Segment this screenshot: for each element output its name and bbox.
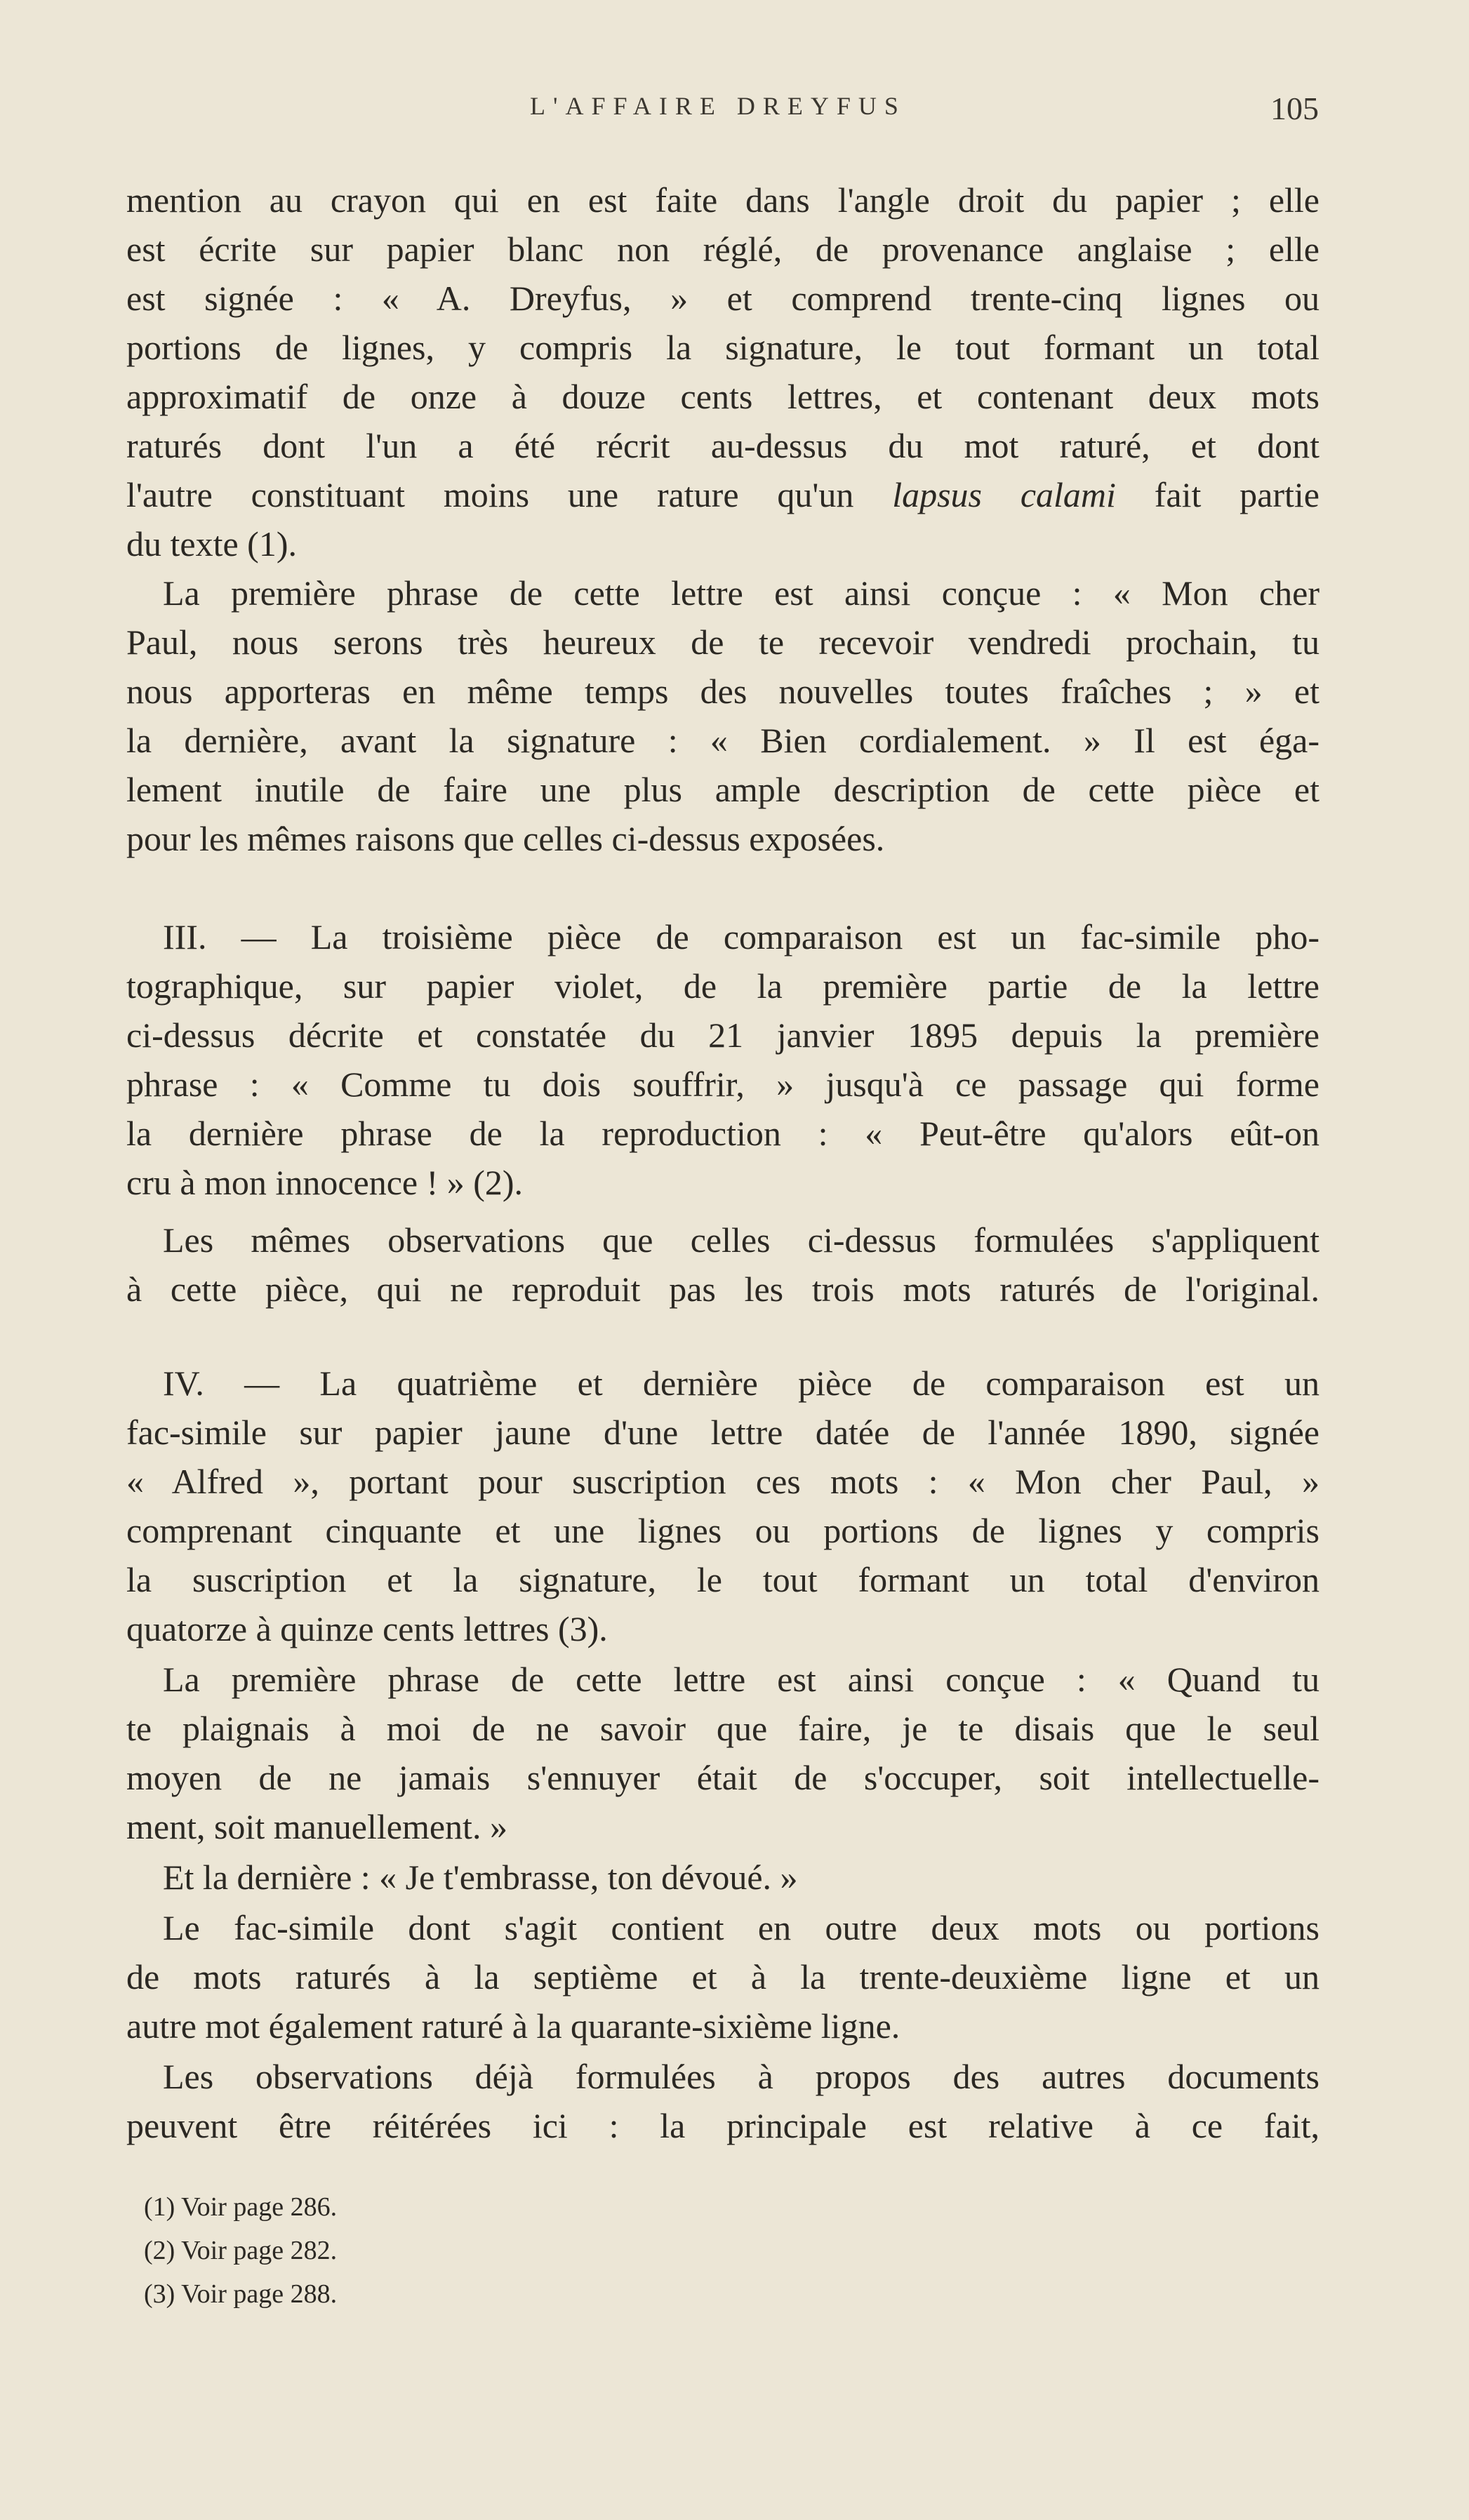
text-line: du texte (1).	[126, 524, 297, 564]
text-line: III. — La troisième pièce de comparaison est un fac-simile pho-	[163, 917, 1320, 956]
text-line: la dernière, avant la signature : « Bien cordialement. » Il est éga-	[126, 721, 1320, 760]
footnote: (1) Voir page 286.	[144, 2192, 338, 2222]
text-line: comprenant cinquante et une lignes ou portions de lignes y compris	[126, 1511, 1320, 1550]
text-line: mention au crayon qui en est faite dans l'angle droit du papier ; elle	[126, 180, 1320, 220]
text-line: raturés dont l'un a été récrit au-dessus du mot raturé, et dont	[126, 426, 1320, 465]
text-line: IV. — La quatrième et dernière pièce de comparaison est un	[163, 1364, 1320, 1403]
running-title: L'AFFAIRE DREYFUS	[530, 92, 906, 120]
text-line: est écrite sur papier blanc non réglé, de provenance anglaise ; elle	[126, 229, 1320, 269]
text-line: est signée : « A. Dreyfus, » et comprend trente-cinq lignes ou	[126, 279, 1320, 318]
text-line: de mots raturés à la septième et à la trente-deuxième ligne et un	[126, 1957, 1320, 1996]
page-number: 105	[1270, 91, 1319, 126]
text-line: pour les mêmes raisons que celles ci-dessus exposées.	[126, 819, 885, 858]
text-line: tographique, sur papier violet, de la première partie de la lettre	[126, 966, 1320, 1006]
text-line: peuvent être réitérées ici : la principale est relative à ce fait,	[126, 2106, 1320, 2145]
text-line: la suscription et la signature, le tout formant un total d'environ	[126, 1560, 1320, 1599]
text-line: La première phrase de cette lettre est ainsi conçue : « Mon cher	[163, 573, 1320, 613]
text-line: Le fac-simile dont s'agit contient en outre deux mots ou portions	[163, 1908, 1320, 1947]
text-line: la dernière phrase de la reproduction : « Peut-être qu'alors eût-on	[126, 1114, 1320, 1153]
text-line: quatorze à quinze cents lettres (3).	[126, 1609, 608, 1648]
text-line: cru à mon innocence ! » (2).	[126, 1163, 524, 1202]
text-line: La première phrase de cette lettre est ainsi conçue : « Quand tu	[163, 1660, 1320, 1699]
text-line: fac-simile sur papier jaune d'une lettre datée de l'année 1890, signée	[126, 1413, 1320, 1452]
text-line: ci-dessus décrite et constatée du 21 janvier 1895 depuis la première	[126, 1015, 1320, 1055]
text-line-with-italic	[126, 473, 1320, 516]
text-line: autre mot également raturé à la quarante-sixième ligne.	[126, 2006, 900, 2046]
text-line: Les mêmes observations que celles ci-dessus formulées s'appliquent	[163, 1220, 1320, 1260]
text-line: lement inutile de faire une plus ample description de cette pièce et	[126, 770, 1320, 809]
text-line: « Alfred », portant pour suscription ces mots : « Mon cher Paul, »	[126, 1462, 1320, 1501]
text-line: phrase : « Comme tu dois souffrir, » jusqu'à ce passage qui forme	[126, 1065, 1320, 1104]
text-segment: l'autre constituant moins une rature qu'un	[126, 475, 854, 514]
text-line: nous apporteras en même temps des nouvelles toutes fraîches ; » et	[126, 672, 1320, 711]
footnote: (3) Voir page 288.	[144, 2279, 338, 2309]
text-segment: fait partie	[1154, 475, 1320, 514]
italic-phrase: lapsus calami	[892, 475, 1116, 514]
text-line: Paul, nous serons très heureux de te recevoir vendredi prochain, tu	[126, 622, 1320, 662]
text-line: approximatif de onze à douze cents lettres, et contenant deux mots	[126, 377, 1320, 416]
text-line: te plaignais à moi de ne savoir que faire, je te disais que le seul	[126, 1709, 1320, 1748]
text-line: ment, soit manuellement. »	[126, 1807, 507, 1846]
text-line: à cette pièce, qui ne reproduit pas les trois mots raturés de l'original.	[126, 1269, 1320, 1309]
text-line: Les observations déjà formulées à propos des autres documents	[163, 2057, 1320, 2096]
text-line: moyen de ne jamais s'ennuyer était de s'occuper, soit intellectuelle-	[126, 1758, 1320, 1797]
footnote: (2) Voir page 282.	[144, 2236, 338, 2265]
text-line: Et la dernière : « Je t'embrasse, ton dévoué. »	[163, 1858, 798, 1897]
text-line: portions de lignes, y compris la signature, le tout formant un total	[126, 328, 1320, 367]
